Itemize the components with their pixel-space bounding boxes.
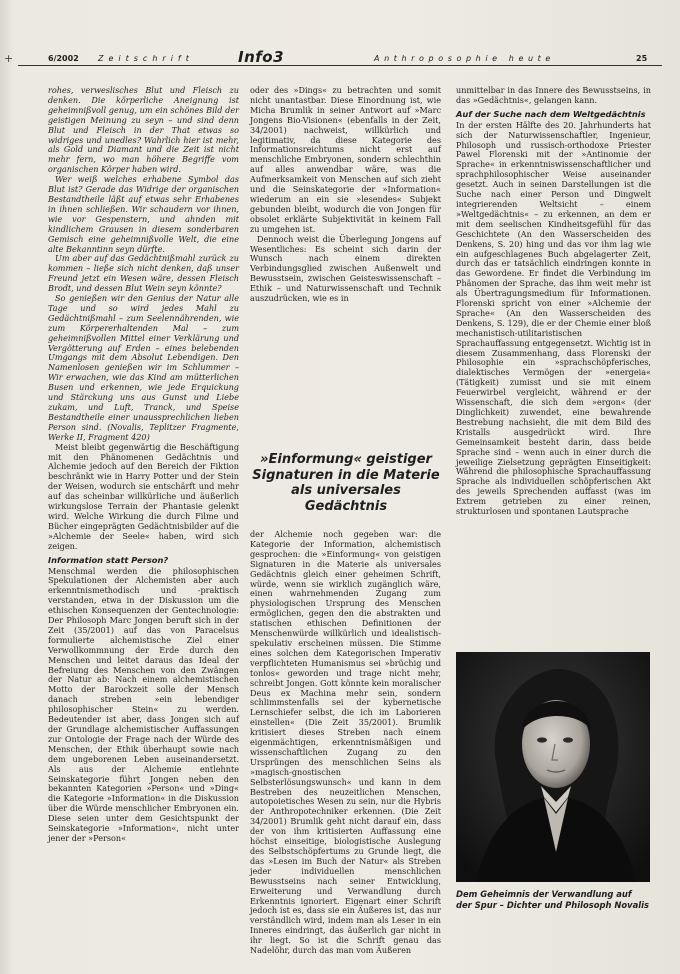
body-paragraph: Meist bleibt gegenwärtig die Beschäftigung mit den Phänomenen Gedächtnis und Alchemie jedoch auf den Bereich der Fiktion beschränkt wie in Harry Potter und der Stein der Weisen, wodurch sie entschärft und mehr auf das scheinbar willkürliche und äußerlich wirkungslose Terrain der Phantasie gelenkt wird. Welche Wirkung die durch Filme und Bücher eingeprägten Gedächtnisbilder auf die »Alchemie der Seele« haben, wird sich zeigen. [48,441,239,551]
pull-quote-line: Signaturen in die Materie [252,467,440,483]
text-column-1 [48,86,239,844]
body-paragraph: Menschmal werden die philosophischen Spekulationen der Alchemisten aber auch erkenntnismethodisch und -praktisch verstanden, etwa in der Diskussion um die ethischen Konsequenzen der Gentechnologie: Der Philosoph Marc Jongen beruft sich in der Zeit (35/2001) auf das von Paracelsus formulierte alchemistische Ziel einer Verwollkommnung der Erde durch den Menschen und leitet daraus das Ideal der Befreiung des Menschen von den Zwängen der Natur ab: Nach einem alchemistischen Motto der Barockzeit solle der Mensch danach streben »ein lebendiger philosophischer Stein« zu werden. Bedeutender ist aber, dass Jongen sich auf der Grundlage alchemistischer Auffassungen zur Ontologie der Frage nach der Würde des Menschen, der Ethik überhaupt sowie nach dem ungeborenen Leben auseinandersetzt. Als aus der Alchemie entlehnte Seinskategorie führt Jongen neben den bekannten Kategorien »Person« und »Ding« die Kategorie »Information« in die Diskussion über die Würde menschlicher Embryonen ein. Diese seien unter dem Gesichtspunkt der Seinskategorie »Information«, nicht unter jener der »Person« [48,565,239,843]
body-paragraph: unmittelbar in das Innere des Bewusstseins, in das »Gedächtnis«, gelangen kann. [456,85,651,105]
text-column-2-top [250,86,441,304]
text-column-3 [456,86,651,517]
pull-quote-line: »Einformung« geistiger [260,452,432,467]
text-column-2-bottom [250,530,441,956]
body-paragraph: In der ersten Hälfte des 20. Jahrhunderts hat sich der Naturwissenschaftler, Ingenieur, Philosoph und russisch-orthodoxe Priester Pawel Florenski mit der »Antinomie der Sprache« in erkenntniswissenschaftlicher und sprachphilosophischer Weise auseinander gesetzt. Auch in seinen Darstellungen ist die Suche nach einer Person und Dingwelt integrierenden Weltsicht – einem »Weltgedächtnis« – zu erkennen, an dem er mit dem seelischen Kindheitsgefühl für das Geschichtete (An den Wasserscheiden des Denkens, S. 20) hing und das vor ihm lag wie ein aufgeschlagenes Buch abgelagerter Zeit, durch das er tatsächlich eindringen konnte in das Gewordene. Er findet die Verbindung im Phänomen der Sprache, das ihm weit mehr ist als Übertragungsmedium für Informationen. Florenski spricht von einer »Alchemie der Sprache« (An den Wasserscheiden des Denkens, S. 129), die er der Chemie einer bloß mechanistisch-utilitaristischen Sprachauffassung entgegensetzt. Wichtig ist in diesem Zusammenhang, dass Florenski der Philosophie ein »sprachschöpferisches, dialektisches Vermögen der »energeia« (Tätigkeit) zumisst und sie mit einem Feuerwirbel vergleicht, während er der Wissenschaft, die sich dem »ergon« (der Dinglichkeit) zuwendet, eine bewahrende Bestrebung nachsieht, die mit dem Bild des Kristalls ausgedrückt wird. Ihre Gemeinsamkeit besteht darin, dass beide Sprache sind – wenn auch in einer durch die jeweilige Zielsetzung geprägten Einseitigkeit: Während die philosophische Sprachauffassung Sprache als individuellen schöpferischen Akt des jeweils Sprechenden auffasst (was im Extrem getrieben zu einer reinen, strukturlosen und spontanen Lautsprache [456,119,651,517]
header-zeitschrift: Zeitschrift [98,54,194,63]
quote-paragraph: rohes, verweslisches Blut und Fleisch zu denken. Die körperliche Aneignung ist geheimnißvoll genug, um ein schönes Bild der geistigen Meinung zu seyn – und sind denn Blut und Fleisch in der That etwas so widriges und unedles? Wahrlich hier ist mehr, als Gold und Diamant und die Zeit ist nicht mehr fern, wo man höhere Begriffe vom organischen Körper haben wird. [48,85,239,175]
quote-paragraph: So genießen wir den Genius der Natur alle Tage und so wird jedes Mahl zu Gedächtnißmahl – zum Seelennährenden, wie zum Körpererhaltenden Mal – zum geheimnißvollen Mittel einer Verklärung und Vergötterung auf Erden – eines belebenden Umgangs mit dem Absolut Lebendigen. Den Namenlosen genießen wir im Schlummer – Wir erwachen, wie das Kind am mütterlichen Busen und erkennen, wie jede Erquickung und Stärckung uns aus Gunst und Liebe zukam, und Luft, Tranck, und Speise Bestandtheile einer unaussprechlichen lieben Person sind. (Novalis, Teplitzer Fragmente, Werke II, Fragment 420) [48,293,239,442]
quote-paragraph: Um aber auf das Gedächtnißmahl zurück zu kommen – ließe sich nicht denken, daß unser Freund jetzt ein Wesen wäre, dessen Fleisch Brodt, und dessen Blut Wein seyn könnte? [48,253,239,294]
page-header [0,44,680,70]
page-number: 25 [636,54,648,63]
caption-line: Dem Geheimnis der Verwandlung auf [456,889,632,899]
quote-paragraph: Wer weiß welches erhabene Symbol das Blut ist? Gerade das Widrige der organischen Bestandtheile läßt auf etwas sehr Erhabenes in ihnen schließen. Wir schaudern vor ihnen, wie vor Gespenstern, und ahnden mit kindlichem Grausen in diesem sonderbaren Gemisch eine geheimnißvolle Welt, die eine alte Bekanntinn seyn dürfte. [48,174,239,254]
pull-quote [250,452,442,514]
portrait-drawing [456,652,650,882]
body-paragraph: Dennoch weist die Überlegung Jongens auf Wesentliches: Es scheint sich darin der Wunsch nach einem direkten Verbindungsglied zwischen Außenwelt und Bewusstsein, zwischen Geisteswissenschaft – Ethik – und Naturwissenschaft und Technik auszudrücken, wie es in [250,233,441,304]
issue-number: 6/2002 [48,54,79,63]
novalis-portrait-photo [456,652,650,882]
body-paragraph: der Alchemie noch gegeben war: die Kategorie der Information, alchemistisch gesprochen: die »Einformung« von geistigen Signaturen in die Materie als universales Gedächtnis gleich einer geheimen Schrift, würde, wenn sie wirklich zugänglich wäre, einen wahrnehmenden Zugang zum physiologischen Ursprung des Menschen ermöglichen, gegen den die abstrakten und statischen ethischen Definitionen der Menschenwürde willkürlich und idealistisch-spekulativ erscheinen müssen. Die Stimme eines solchen dem Kategorischen Imperativ verpflichteten Humanismus sei »brüchig und tonlos« geworden und trage nicht mehr, schreibt Jongen. Gott könnte kein moralischer Deus ex Machina mehr sein, sondern schlimmstenfalls sei der kybernetische Lernschiefer selbst, die ich im Laborieren einstellen« (Die Zeit 35/2001). Brumlik kritisiert dieses Streben nach einem eigenmächtigen, erkenntnismäßigen und wissenschaftlichen Zugang zu den Ursprüngen des menschlichen Seins als »magisch-gnostischen Selbsterlösungswunsch« und kann in dem Bestreben des neuzeitlichen Menschen, autopoietisches Wesen zu sein, nur die Hybris der Anthropotechniker erkennen. (Die Zeit 34/2001) Brumlik geht nicht darauf ein, dass der von ihm kritisierten Auffassung eine höchst einseitige, biologistische Auslegung des Selbstschöpfertums zu Grunde liegt, die das »Lesen im Buch der Natur« als Streben jeder individuellen menschlichen Bewusstseins nach seiner Entwicklung, Erweiterung und Verwandlung durch Erkenntnis ignoriert. Eigenart einer Schrift jedoch ist es, dass sie ein Äußeres ist, das nur verständlich wird, indem man als Leser in ein Inneres eindringt, das äußerlich gar nicht in ihr liegt. So ist die Schrift genau das Nadelöhr, durch das man vom Äußeren [250,529,441,956]
header-anthroposophie: Anthroposophie heute [374,54,555,63]
caption-line: der Spur – Dichter und Philosoph Novalis [456,899,649,910]
magazine-logo: Info3 [238,48,285,66]
photo-caption [456,889,656,910]
section-heading: Auf der Suche nach dem Weltgedächtnis [456,108,646,119]
body-paragraph: oder des »Dings« zu betrachten und somit nicht unantastbar. Diese Einordnung ist, wie Micha Brumlik in seiner Antwort auf »Marc Jongens Bio-Visionen« (ebenfalls in der Zeit, 34/2001) nachweist, willkürlich und legitimativ, da diese Kategorie des Informationsreichtums nicht erst auf menschliche Embryonen, sondern schlechthin auf alles anwendbar wäre, was die Aufmerksamkeit von Menschen auf sich zieht und die Seinskategorie der »Information« wiederum an ein sie »lesendes« Subjekt gebunden bleibt, wodurch die von Jongen für obsolet erklärte Subjektivität in keinem Fall zu umgehen ist. [250,85,441,234]
section-heading: Information statt Person? [48,554,169,565]
margin-mark: + [4,52,14,65]
header-rule [18,65,662,66]
pull-quote-line: als universales Gedächtnis [291,483,401,514]
